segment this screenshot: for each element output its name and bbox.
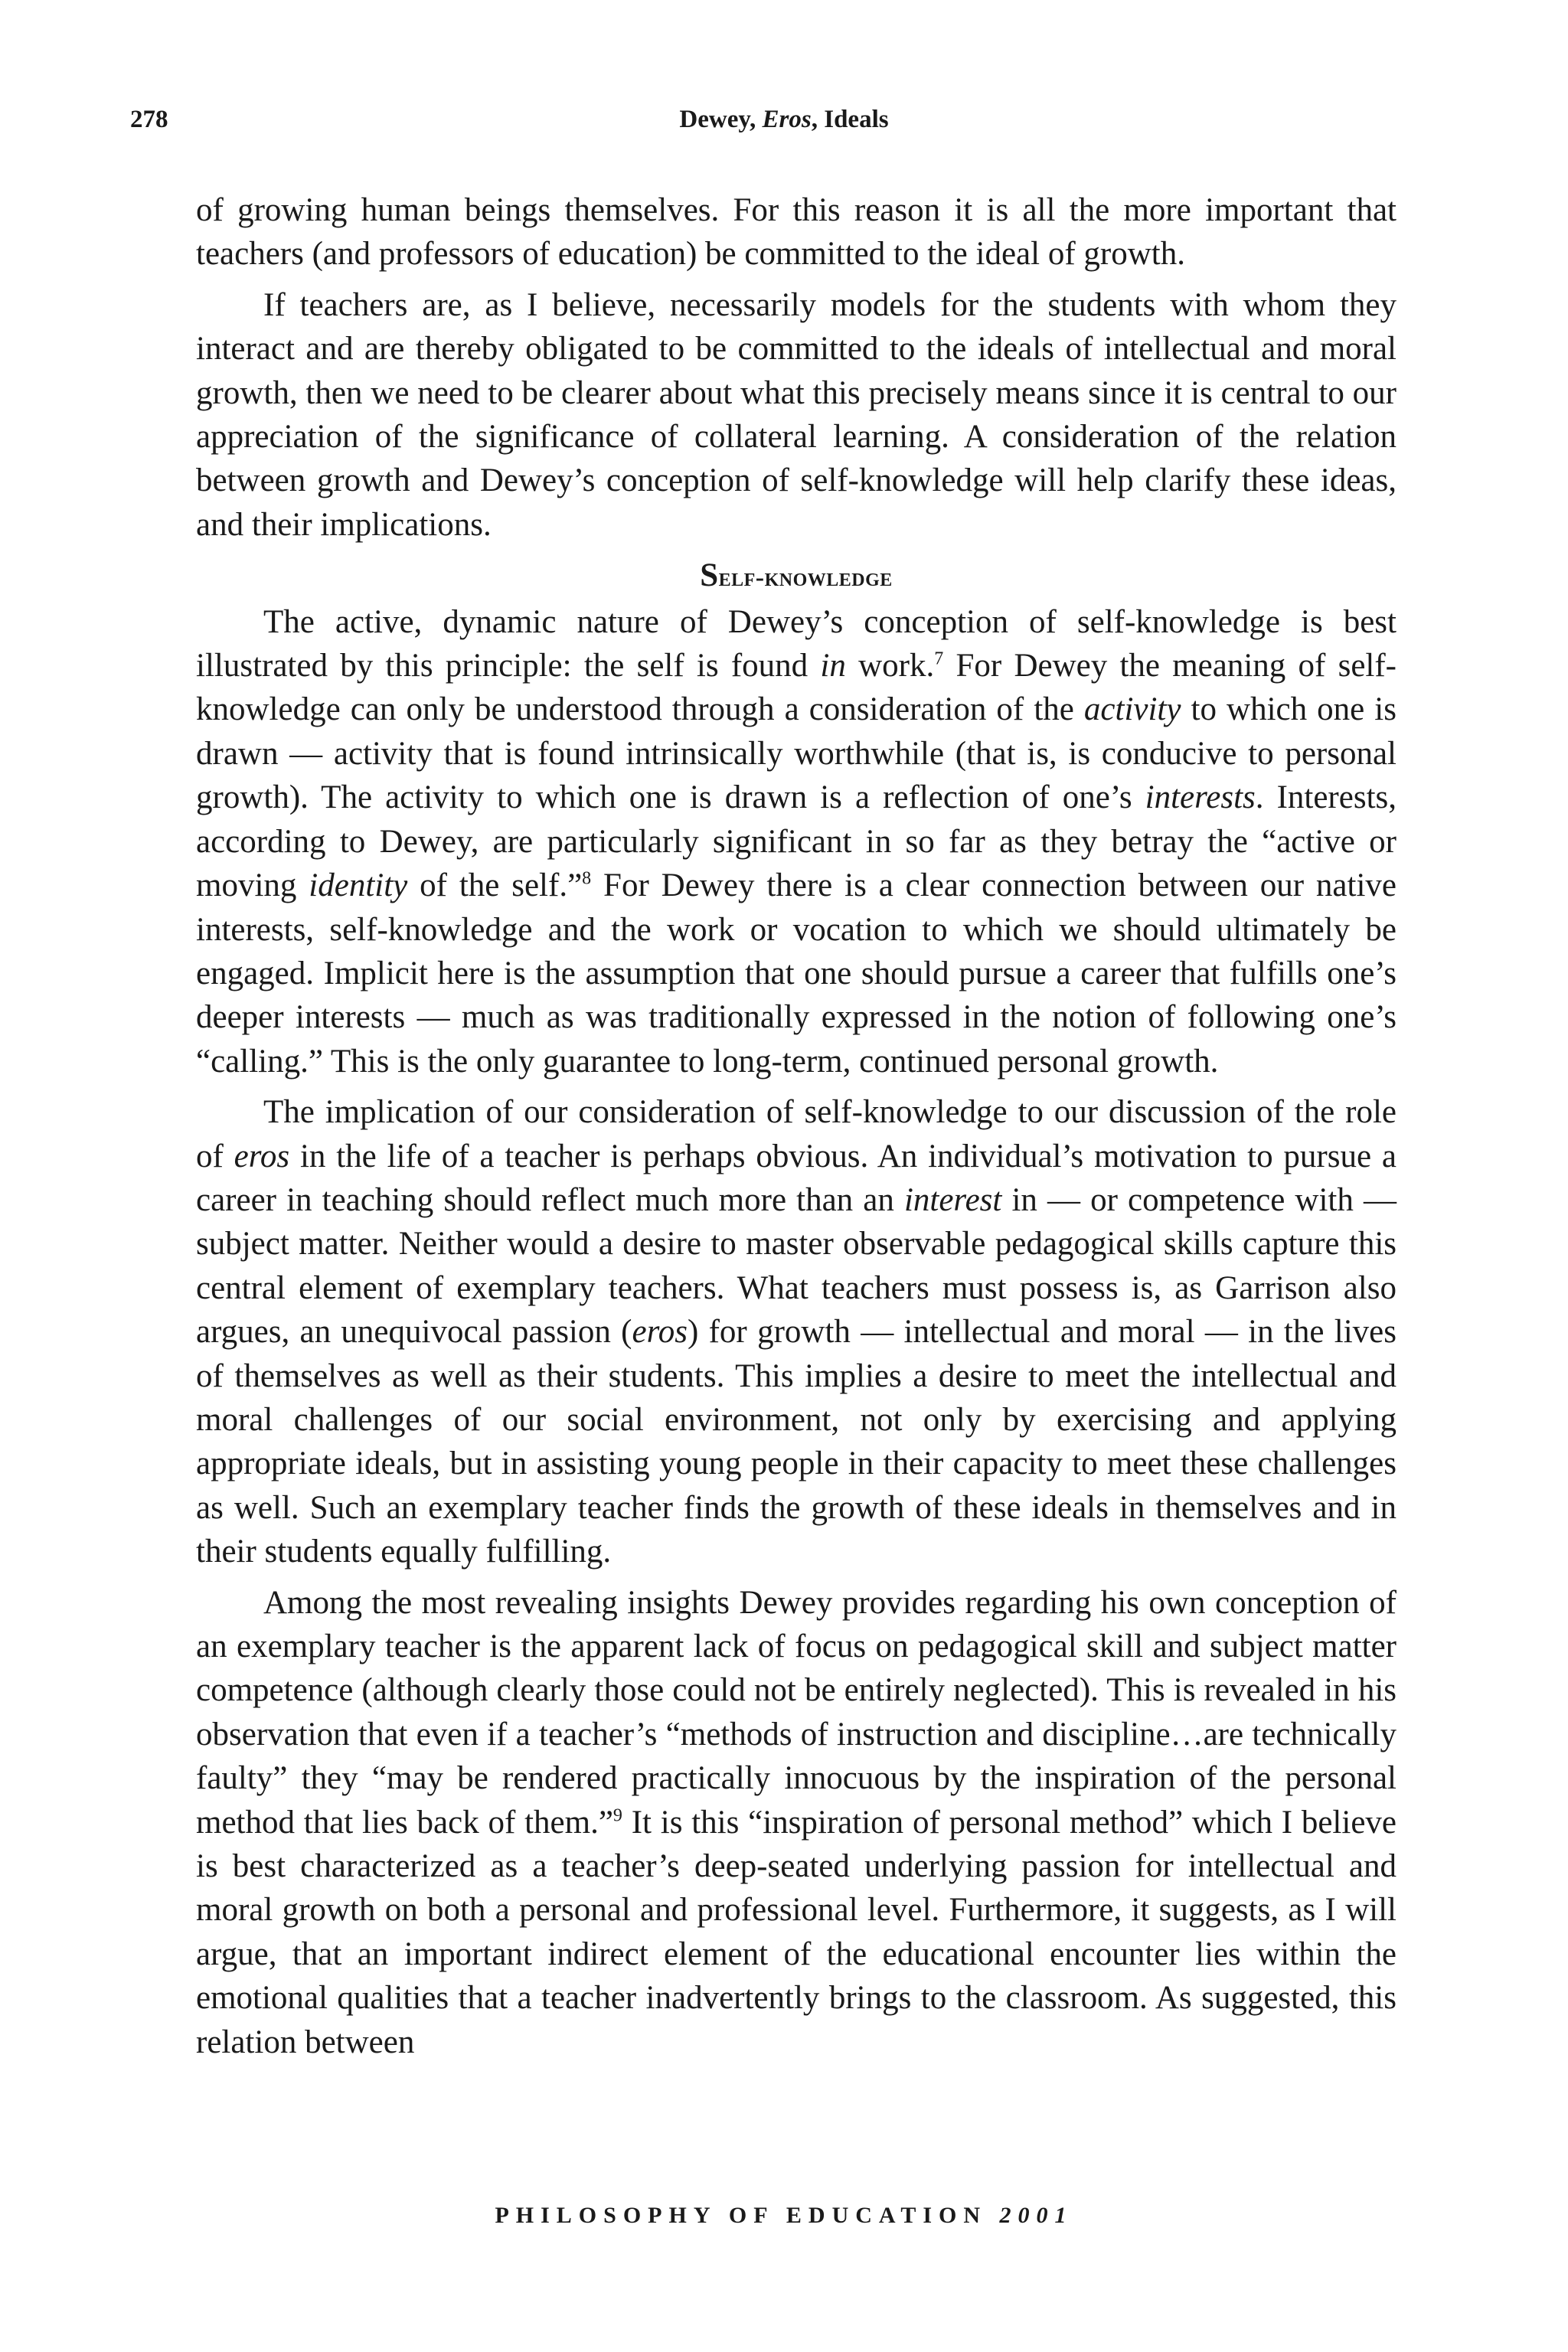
paragraph-2: If teachers are, as I believe, necessarily models for the students with whom they interact and are thereby obligated to be committed to the ideals of intellectual and moral growth, then we need to be clearer about what this precisely means since it is central to our appreciation of the significance of collateral learning. A consideration of the relation between growth and Dewey’s conception of self-knowledge will help clarify these ideas, and their implications. — [196, 286, 1396, 543]
footnote-marker: 9 — [612, 1805, 622, 1826]
running-title: Dewey, Eros, Ideals — [679, 106, 889, 133]
paragraph-5: Among the most revealing insights Dewey provides regarding his own conception of an exemplary teacher is the apparent lack of focus on pedagogical skill and subject matter competence (although clearly those could not be entirely neglected). This is revealed in his observation that even if a teacher’s “methods of instruction and discipline…are technically faulty” they “may be rendered practically innocuous by the inspiration of the personal method that lies back of them.”$^9$ It is this “inspiration of personal method” which I believe is best characterized as a teacher’s deep-seated underlying passion for intellectual and moral growth on both a personal and professional level. Furthermore, it suggests, as I will argue, that an important indirect element of the educational encounter lies within the emotional qualities that a teacher inadvertently brings to the classroom. As suggested, this relation between — [196, 1584, 1396, 2060]
footnote-marker: 8 — [582, 868, 592, 889]
running-head — [130, 106, 1438, 144]
paragraph-3: The active, dynamic nature of Dewey’s conception of self-knowledge is best illustrated by this principle: the self is found in work.$^7$ For Dewey the meaning of self-knowledge can only be understood through a consideration of the activity to which one is drawn — activity that is found intrinsically worthwhile (that is, is conducive to personal growth). The activity to which one is drawn is a reflection of one’s interests. Interests, according to Dewey, are particularly significant in so far as they betray the “active or moving identity of the self.”$^8$ For Dewey there is a clear connection between our native interests, self-knowledge and the work or vocation to which we should ultimately be engaged. Implicit here is the assumption that one should pursue a career that fulfills one’s deeper interests — much as was traditionally expressed in the notion of following one’s “calling.” This is the only guarantee to long-term, continued personal growth. — [196, 603, 1397, 1080]
footnote-marker: 7 — [934, 648, 944, 669]
paragraph-4: The implication of our consideration of self-knowledge to our discussion of the role of eros in the life of a teacher is perhaps obvious. An individual’s motivation to pursue a career in teaching should reflect much more than an interest in — or competence with — subject matter. Neither would a desire to master observable pedagogical skills capture this central element of exemplary teachers. What teachers must possess is, as Garrison also argues, an unequivocal passion (eros) for growth — intellectual and moral — in the lives of themselves as well as their students. This implies a desire to meet the intellectual and moral challenges of our social environment, not only by exercising and applying appropriate ideals, but in assisting young people in their capacity to meet these challenges as well. Such an exemplary teacher finds the growth of these ideals in themselves and in their students equally fulfilling. — [196, 1094, 1396, 1570]
journal-footer: PHILOSOPHY OF EDUCATION 2001 — [495, 2203, 1073, 2228]
paragraph-1: of growing human beings themselves. For this reason it is all the more important that teachers (and professors of education) be committed to the ideal of growth. — [196, 192, 1396, 273]
section-heading: Self-knowledge — [700, 557, 893, 594]
page-number: 278 — [130, 106, 168, 133]
body-text — [196, 188, 1396, 2071]
